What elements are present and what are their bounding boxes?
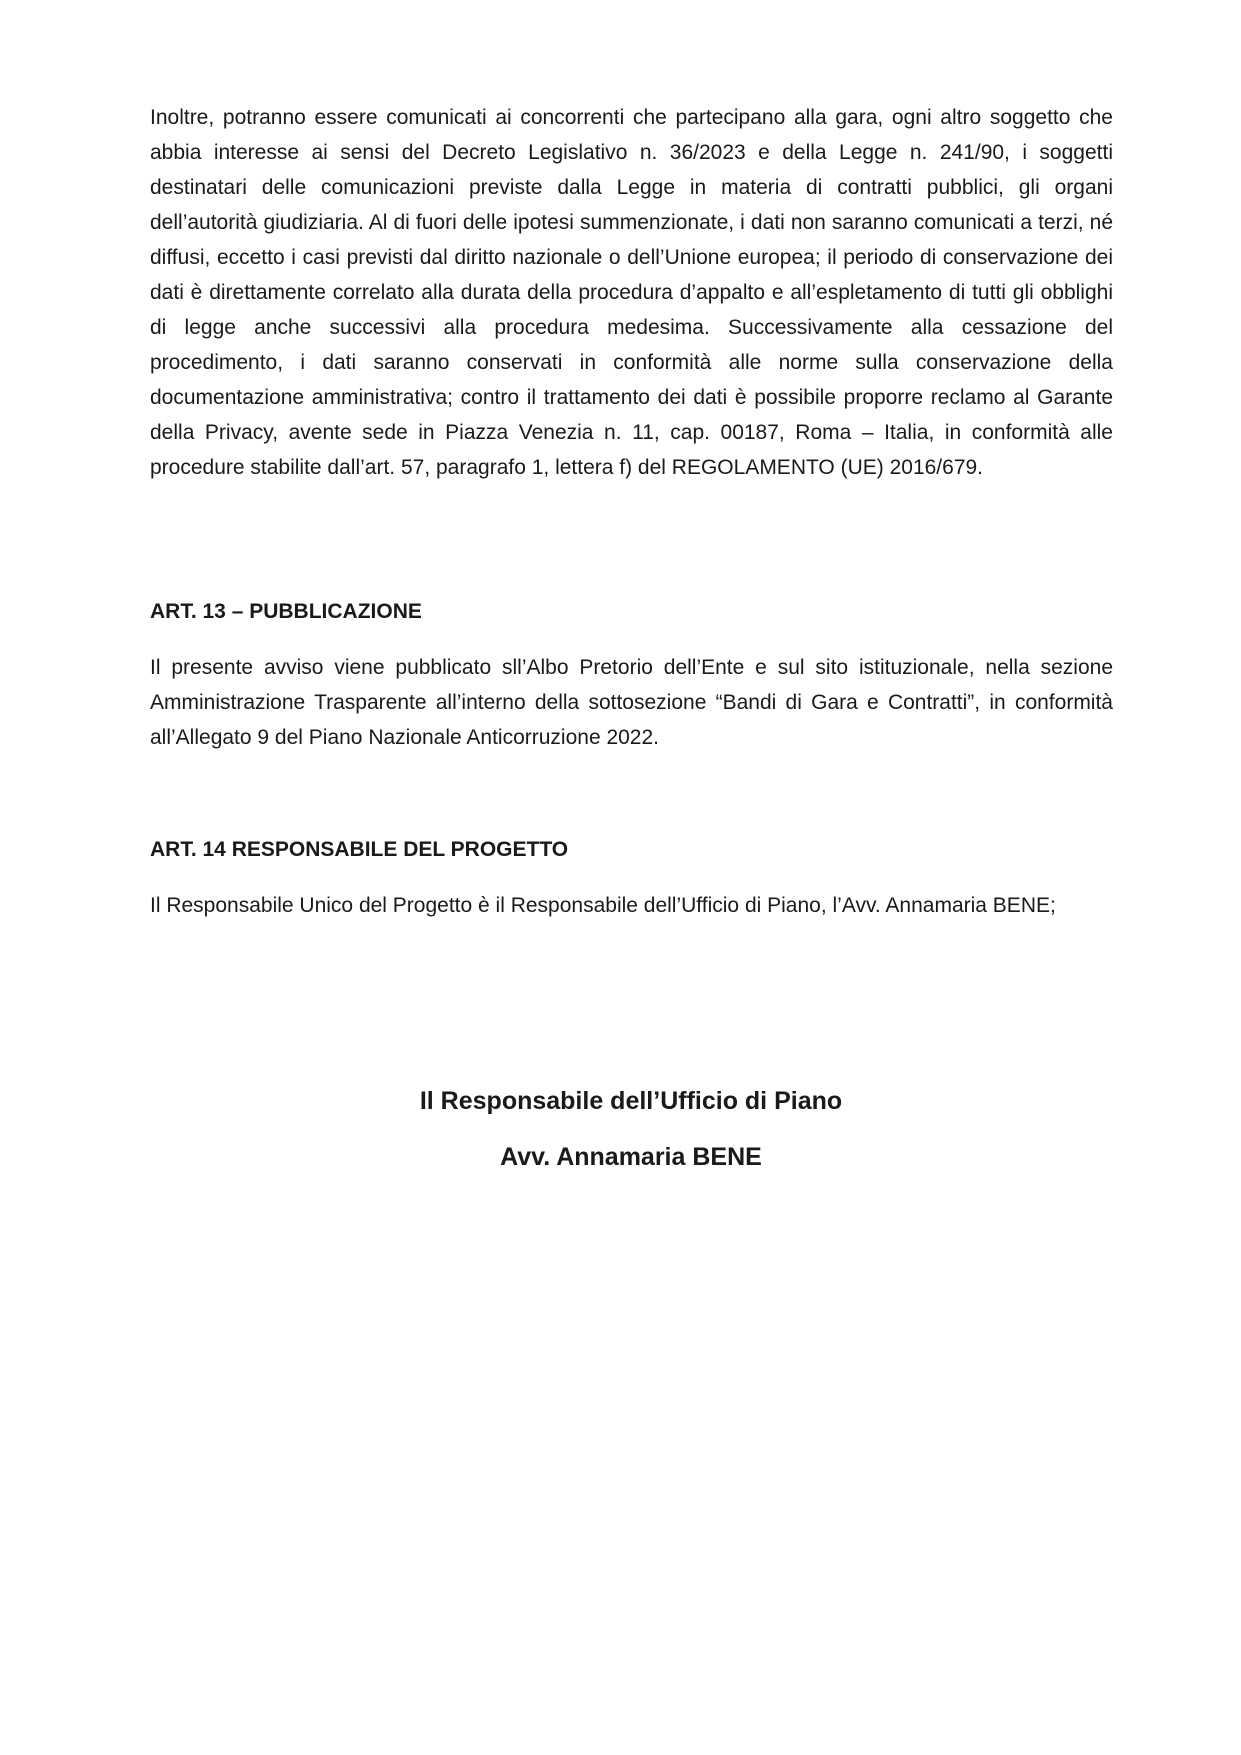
privacy-paragraph: Inoltre, potranno essere comunicati ai concorrenti che partecipano alla gara, ogni altro soggetto che abbia interesse ai sensi del Decreto Legislativo n. 36/2023 e della Legge n. 241/90, i soggetti destinatari delle comunicazioni previste dalla Legge in materia di contratti pubblici, gli organi dell’autorità giudiziaria. Al di fuori delle ipotesi summenzionate, i dati non saranno comunicati a terzi, né diffusi, eccetto i casi previsti dal diritto nazionale o dell’Unione europea; il periodo di conservazione dei dati è direttamente correlato alla durata della procedura d’appalto e all’espletamento di tutti gli obblighi di legge anche successivi alla procedura medesima. Successivamente alla cessazione del procedimento, i dati saranno conservati in conformità alle norme sulla conservazione della documentazione amministrativa; contro il trattamento dei dati è possibile proporre reclamo al Garante della Privacy, avente sede in Piazza Venezia n. 11, cap. 00187, Roma – Italia, in conformità alle procedure stabilite dall’art. 57, paragrafo 1, lettera f) del REGOLAMENTO (UE) 2016/679. <box>150 106 1113 479</box>
signature-name: Avv. Annamaria BENE <box>500 1143 762 1171</box>
signature-role: Il Responsabile dell’Ufficio di Piano <box>419 1087 843 1115</box>
art14-heading: ART. 14 RESPONSABILE DEL PROGETTO <box>150 838 569 861</box>
art14-paragraph: Il Responsabile Unico del Progetto è il Responsabile dell’Ufficio di Piano, l’Avv. Annamaria BENE; <box>150 894 1056 917</box>
art13-heading: ART. 13 – PUBBLICAZIONE <box>150 600 422 623</box>
art13-paragraph: Il presente avviso viene pubblicato sll’Albo Pretorio dell’Ente e sul sito istituzionale, nella sezione Amministrazione Trasparente all’interno della sottosezione “Bandi di Gara e Contratti”, in conformità all’Allegato 9 del Piano Nazionale Anticorruzione 2022. <box>150 656 1113 749</box>
